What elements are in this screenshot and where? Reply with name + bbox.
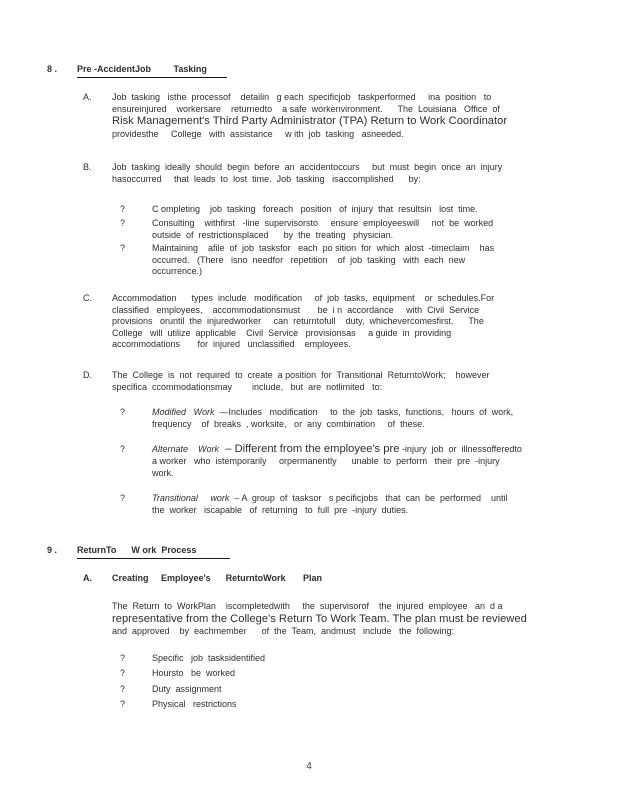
paragraph-line: The College is not required to create a position for Transitional ReturntoWork; however — [112, 370, 490, 380]
section-title: ReturnTo W ork Process — [77, 544, 230, 559]
paragraph-line: and approved by eachmember of the Team, andmust include the following: — [112, 626, 455, 637]
bullet-line: Consulting withfirst -line supervisorsto ensure employeeswill not be worked — [152, 218, 494, 229]
bullet-item — [120, 407, 562, 430]
bullet-item — [120, 667, 562, 681]
bullet-term: Transitional work — [152, 493, 230, 504]
bullet-list-8B — [120, 204, 562, 278]
paragraph-line: classified employees, accommodationsmust be i n accordance with Civil Service — [112, 304, 480, 315]
paragraph-line: ensureinjured workersare returnedto a safe workenvironment. The Louisiana Office of — [112, 103, 500, 114]
item-8D — [83, 370, 562, 393]
bullet-body — [152, 667, 562, 681]
bullet-line: Maintaining afile of job tasksfor each po sition for which alost -timeclaim has — [152, 243, 495, 254]
bullet-marker: ? — [120, 218, 126, 229]
bullet-line: work. — [152, 467, 174, 478]
bullet-text: —Includes modification to the job tasks, functions, hours of work, — [214, 407, 514, 418]
item-letter: A. — [83, 573, 92, 584]
subitem-heading: Creating Employee's ReturntoWork Plan — [112, 573, 323, 584]
paragraph — [112, 601, 562, 638]
paragraph-line: accommodations for injured unclassified employees. — [112, 339, 351, 350]
bullet-marker: ? — [120, 204, 126, 215]
bullet-term: Modified Work — [152, 407, 215, 418]
section-title: Pre -AccidentJob Tasking — [77, 63, 227, 78]
paragraph-line: Accommodation types include modification of job tasks, equipment or schedules.For — [112, 293, 495, 304]
bullet-line — [152, 444, 562, 456]
bullet-item — [120, 218, 562, 241]
bullet-line: outside of restrictionsplaced by the treating physician. — [152, 229, 394, 240]
bullet-line: occurrence.) — [152, 266, 203, 277]
item-body — [112, 573, 562, 637]
item-8B — [83, 162, 562, 185]
bullet-marker: ? — [120, 668, 126, 679]
section-number: 9 . — [47, 545, 58, 556]
item-8A — [83, 92, 562, 140]
section-number: 8 . — [47, 64, 58, 74]
paragraph-line: The Return to WorkPlan iscompletedwith the supervisorof the injured employee an d a — [112, 600, 503, 611]
paragraph-line: provisions oruntil the injuredworker can returntofull duty, whichevercomesfirst. The — [112, 316, 484, 327]
paragraph-line: Job tasking ideally should begin before an accidentoccurs but must begin once an injury — [112, 162, 503, 173]
paragraph-line: providesthe College with assistance w ith job tasking asneeded. — [112, 128, 404, 139]
bullet-item — [120, 683, 562, 697]
bullet-body — [152, 218, 562, 241]
bullet-body — [152, 683, 562, 697]
paragraph-line: specifica ccommodationsmay include, but are notlimited to: — [112, 381, 383, 392]
paragraph-line: hasoccurred that leads to lost time. Job tasking isaccomplished by: — [112, 173, 421, 184]
item-letter: A. — [83, 92, 92, 102]
item-letter: B. — [83, 162, 92, 173]
bullet-body — [152, 493, 562, 516]
section-9-heading — [47, 544, 562, 559]
paragraph-line-large: representative from the College's Return To Work Team. The plan must be reviewed — [112, 612, 527, 625]
bullet-item — [120, 652, 562, 666]
bullet-item — [120, 698, 562, 712]
paragraph-line-large: Risk Management's Third Party Administrator (TPA) Return to Work Coordinator — [112, 115, 508, 128]
item-body — [112, 92, 562, 140]
bullet-text-large: – Different from the employee's pre — [219, 443, 400, 456]
bullet-line: a worker who istemporarily orpermanently unable to perform their pre -injury — [152, 455, 500, 466]
bullet-marker: ? — [120, 407, 126, 418]
bullet-item — [120, 204, 562, 216]
bullet-body — [152, 698, 562, 712]
page-number: 4 — [306, 761, 312, 772]
paragraph-line: College will utilize applicable Civil Service provisionsas a guide in providing — [112, 327, 452, 338]
bullet-list-9A — [120, 652, 562, 712]
bullet-body — [152, 444, 562, 479]
bullet-marker: ? — [120, 493, 126, 504]
bullet-marker: ? — [120, 444, 126, 455]
item-letter: D. — [83, 370, 92, 380]
bullet-line — [152, 407, 562, 419]
bullet-body — [152, 243, 562, 278]
bullet-item — [120, 243, 562, 278]
bullet-line: Physical restrictions — [152, 699, 237, 710]
bullet-marker: ? — [120, 243, 126, 254]
bullet-body — [152, 652, 562, 666]
paragraph-line: Job tasking isthe processof detailin g each specificjob taskperformed ina position to — [112, 92, 492, 102]
bullet-body — [152, 407, 562, 430]
bullet-marker: ? — [120, 699, 126, 710]
bullet-line: the worker iscapable of returning to full pre -injury duties. — [152, 504, 409, 515]
bullet-item — [120, 493, 562, 516]
bullet-list-8D — [120, 407, 562, 516]
item-8C — [83, 293, 562, 351]
bullet-text: – A group of tasksor s pecificjobs that can be performed until — [229, 493, 508, 504]
bullet-line — [152, 493, 562, 505]
item-body — [112, 370, 562, 393]
bullet-line: Duty assignment — [152, 683, 222, 694]
item-body — [112, 162, 562, 185]
item-body — [112, 293, 562, 351]
item-letter: C. — [83, 293, 92, 304]
bullet-line: occurred. (There isno needfor repetition of job tasking with each new — [152, 254, 466, 265]
section-8-heading — [47, 63, 562, 78]
bullet-marker: ? — [120, 652, 126, 663]
bullet-text: -injury job or illnessofferedto — [399, 444, 522, 455]
bullet-body — [152, 204, 562, 216]
item-9A — [83, 573, 562, 637]
bullet-line: frequency of breaks , worksite, or any combination of these. — [152, 418, 425, 429]
bullet-term: Alternate Work — [152, 444, 220, 455]
bullet-line: Hoursto be worked — [152, 668, 236, 679]
bullet-marker: ? — [120, 683, 126, 694]
bullet-item — [120, 444, 562, 479]
bullet-line: Specific job tasksidentified — [152, 652, 266, 663]
bullet-line: C ompleting job tasking foreach position of injury that resultsin lost time. — [152, 204, 478, 215]
